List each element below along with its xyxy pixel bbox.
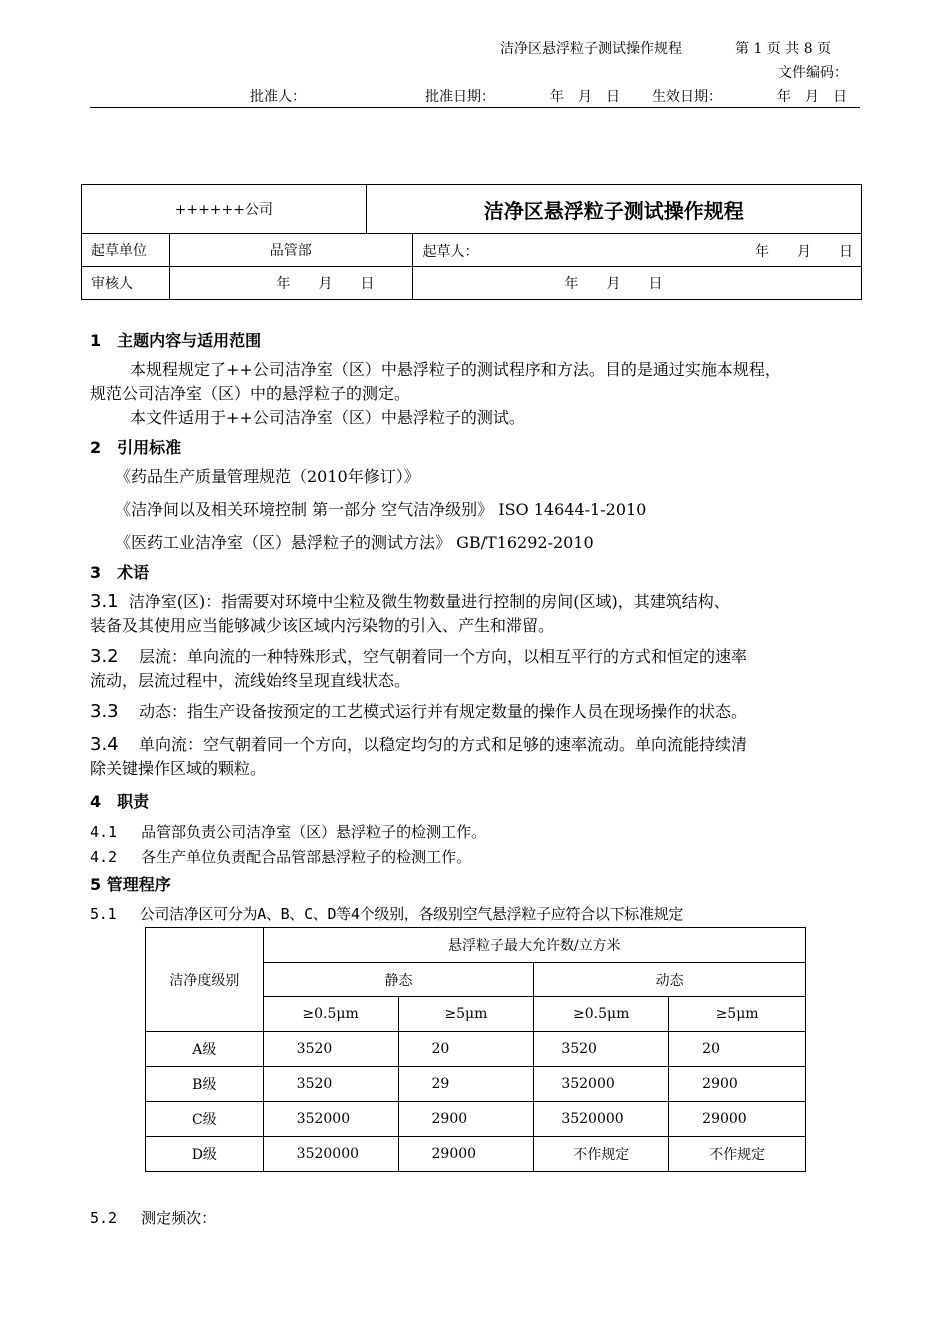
reviewer-label: 审核人: [82, 267, 170, 300]
grade-cell: D级: [146, 1137, 264, 1172]
effective-date: 年 月 日: [777, 89, 847, 105]
review-date-2: 年 月 日: [412, 267, 861, 300]
term-3-4-number: 3.4: [90, 734, 119, 755]
info-table: [81, 184, 862, 300]
size-static-5: ≥5μm: [398, 997, 534, 1032]
draft-unit-label: 起草单位: [82, 234, 170, 267]
term-3-3-text: 动态：指生产设备按预定的工艺模式运行并有规定数量的操作人员在现场操作的状态。: [138, 702, 747, 721]
table-row: [146, 1102, 806, 1137]
header-rule: [90, 107, 860, 108]
value-cell: 29000: [669, 1102, 806, 1137]
s1-paragraph-1b: 规范公司洁净室（区）中的悬浮粒子的测定。: [90, 384, 411, 403]
value-cell: 20: [398, 1032, 534, 1067]
grade-header: 洁净度级别: [146, 928, 264, 1032]
drafter-label: 起草人：: [422, 244, 479, 260]
duty-4-1: 4.1 品管部负责公司洁净室（区）悬浮粒子的检测工作。: [90, 823, 487, 841]
value-cell: 3520000: [263, 1137, 398, 1172]
value-cell: 352000: [263, 1102, 398, 1137]
section-4-title: 4 职责: [90, 792, 150, 811]
s1-paragraph-2: 本文件适用于++公司洁净室（区）中悬浮粒子的测试。: [130, 408, 525, 427]
approve-date-label: 批准日期：: [425, 89, 495, 105]
size-dynamic-05: ≥0.5μm: [534, 997, 669, 1032]
page-info: 第 1 页 共 8 页: [735, 41, 832, 57]
value-cell: 3520: [534, 1032, 669, 1067]
review-date: 年 月 日: [169, 267, 412, 300]
value-cell: 20: [669, 1032, 806, 1067]
value-cell: 29: [398, 1067, 534, 1102]
size-static-05: ≥0.5μm: [263, 997, 398, 1032]
doc-code-label: 文件编码：: [778, 65, 848, 81]
term-3-3-number: 3.3: [90, 701, 119, 722]
term-3-2-text: 层流：单向流的一种特殊形式，空气朝着同一个方向，以相互平行的方式和恒定的速率: [138, 647, 747, 666]
section-1-title: 1 主题内容与适用范围: [90, 331, 262, 350]
grade-cell: A级: [146, 1032, 264, 1067]
reference-1: 《药品生产质量管理规范（2010年修订）》: [115, 467, 420, 486]
size-dynamic-5: ≥5μm: [669, 997, 806, 1032]
value-cell: 3520: [263, 1067, 398, 1102]
value-cell: 不作规定: [669, 1137, 806, 1172]
cleanliness-grade-table: [145, 927, 806, 1172]
approver-label: 批准人：: [250, 89, 306, 105]
grade-cell: C级: [146, 1102, 264, 1137]
section-3-title: 3 术语: [90, 563, 150, 582]
term-3-3: [90, 700, 747, 724]
term-3-1-text: 洁净室(区)：指需要对环境中尘粒及微生物数量进行控制的房间(区域)，其建筑结构、: [128, 592, 730, 611]
grade-cell: B级: [146, 1067, 264, 1102]
document-title: 洁净区悬浮粒子测试操作规程: [483, 198, 744, 223]
term-3-4-cont: 除关键操作区域的颗粒。: [90, 759, 267, 778]
company-cell: [82, 185, 367, 234]
doc-title-header: 洁净区悬浮粒子测试操作规程: [500, 41, 682, 57]
table-row: [146, 1032, 806, 1067]
static-header: 静态: [263, 963, 534, 997]
approve-date: 年 月 日: [550, 89, 620, 105]
reference-2: 《洁净间以及相关环境控制 第一部分 空气洁净级别》 ISO 14644-1-2010: [115, 500, 647, 519]
s1-paragraph-1a: 本规程规定了++公司洁净室（区）中悬浮粒子的测试程序和方法。目的是通过实施本规程，: [130, 360, 781, 379]
value-cell: 3520000: [534, 1102, 669, 1137]
dynamic-header: 动态: [534, 963, 806, 997]
effective-date-label: 生效日期：: [652, 89, 722, 105]
term-3-4: [90, 733, 747, 757]
proc-5-2: 5.2 测定频次：: [90, 1209, 217, 1227]
draft-unit: 品管部: [169, 234, 412, 267]
value-cell: 29000: [398, 1137, 534, 1172]
company-name: ++++++公司: [174, 202, 273, 218]
max-count-header: 悬浮粒子最大允许数/立方米: [263, 928, 805, 963]
section-5-title: 5 管理程序: [90, 875, 171, 894]
term-3-4-text: 单向流：空气朝着同一个方向，以稳定均匀的方式和足够的速率流动。单向流能持续清: [138, 735, 747, 754]
term-3-2: [90, 645, 747, 669]
title-cell: [366, 185, 861, 234]
value-cell: 3520: [263, 1032, 398, 1067]
term-3-1-number: 3.1: [90, 591, 119, 612]
drafter-cell: [412, 234, 861, 267]
section-2-title: 2 引用标准: [90, 438, 182, 457]
value-cell: 2900: [398, 1102, 534, 1137]
term-3-1-cont: 装备及其使用应当能够减少该区域内污染物的引入、产生和滞留。: [90, 616, 555, 635]
term-3-1: [90, 590, 730, 614]
term-3-2-cont: 流动，层流过程中，流线始终呈现直线状态。: [90, 671, 411, 690]
duty-4-2: 4.2 各生产单位负责配合品管部悬浮粒子的检测工作。: [90, 848, 472, 866]
value-cell: 不作规定: [534, 1137, 669, 1172]
reference-3: 《医药工业洁净室（区）悬浮粒子的测试方法》 GB/T16292-2010: [115, 533, 594, 552]
table-row: [146, 1137, 806, 1172]
proc-5-1: 5.1 公司洁净区可分为A、B、C、D等4个级别，各级别空气悬浮粒子应符合以下标准规定: [90, 905, 684, 923]
table-row: [146, 1067, 806, 1102]
draft-date: 年 月 日: [755, 244, 853, 260]
value-cell: 2900: [669, 1067, 806, 1102]
value-cell: 352000: [534, 1067, 669, 1102]
term-3-2-number: 3.2: [90, 646, 119, 667]
